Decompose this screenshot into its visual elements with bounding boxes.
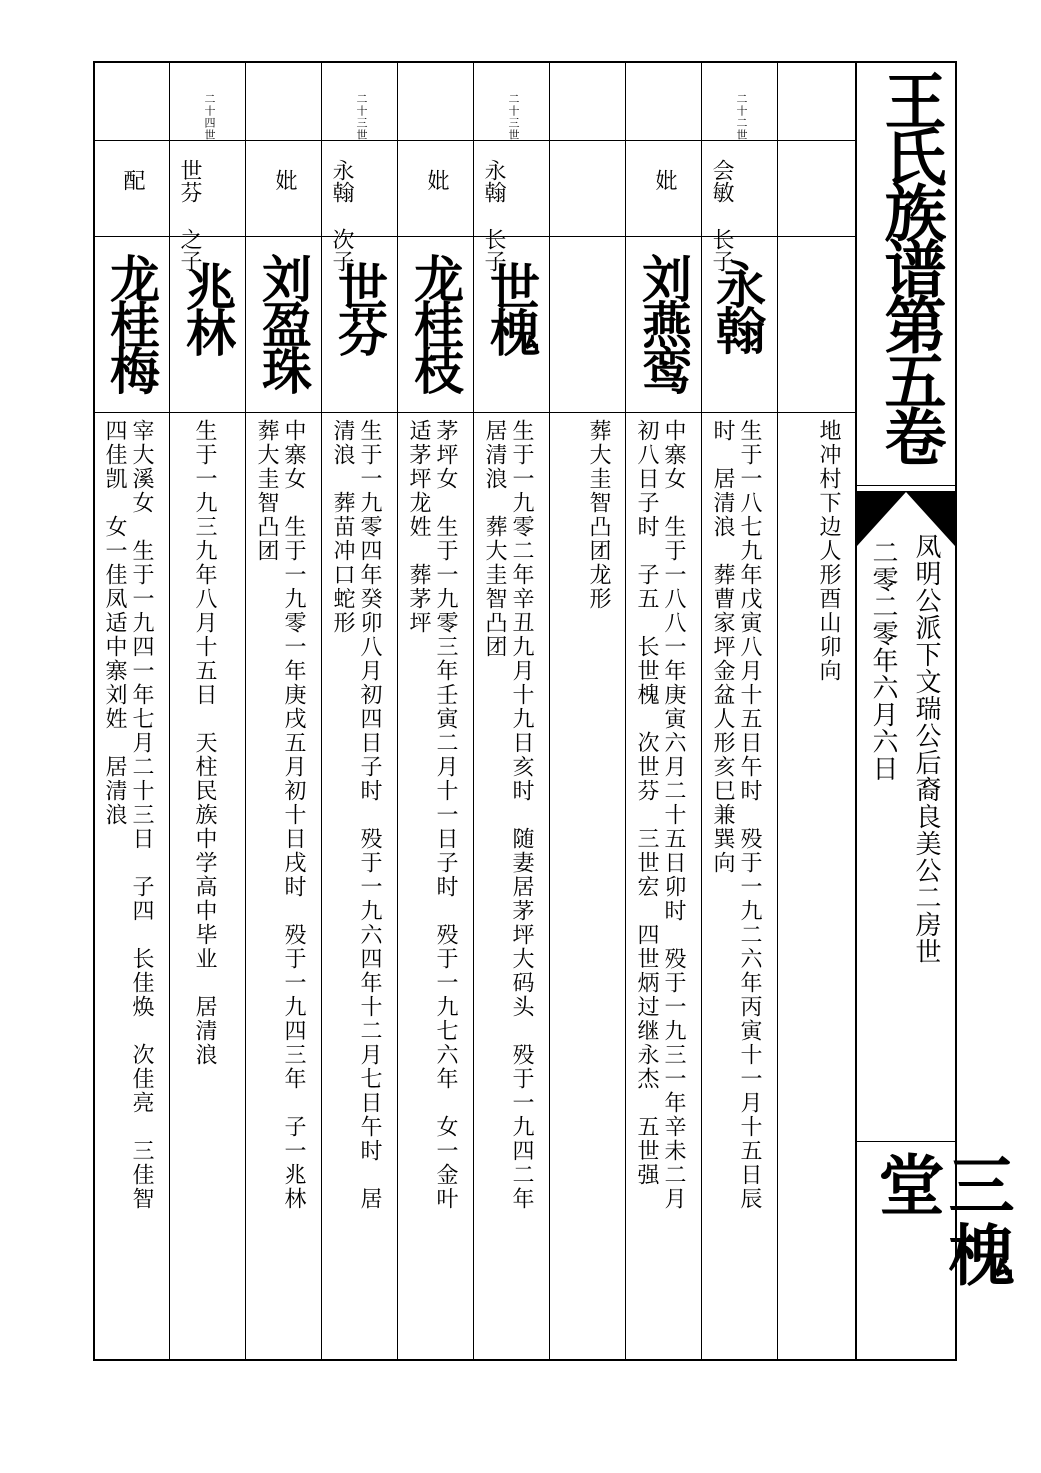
relation-label: 会敏 长子 (709, 159, 734, 272)
person-bio: 生于一八七九年戊寅八月十五日午时 殁于一九二六年丙寅十一月十五日辰 时 居清浪 葬曹家坪金盆人形亥巳兼巽向 (710, 419, 762, 1211)
person-bio: 葬大圭智凸团龙形 (586, 419, 611, 611)
relation-label: 永翰 次子 (329, 159, 354, 272)
relation-label: 妣 (272, 169, 297, 191)
column-divider (549, 63, 550, 1359)
person-bio: 中寨女 生于一八八一年庚寅六月二十五日卯时 殁于一九三一年辛未二月 初八日子时 子五 长世槐 次世芬 三世宏 四世炳过继永杰 五世强 (634, 419, 686, 1211)
relation-label: 配 (120, 169, 145, 191)
burial-note: 地冲村下边人形酉山卯向 (816, 419, 841, 683)
relation-label: 世芬 之子 (177, 159, 202, 272)
compile-date: 二零二零年六月六日 (868, 539, 898, 782)
relation-label: 妣 (424, 169, 449, 191)
person-bio: 茅坪女 生于一九零三年壬寅二月十一日子时 殁于一九七六年 女一金叶 适茅坪龙姓 葬茅坪 (406, 419, 458, 1211)
generation-label: 二十四世 (203, 93, 216, 141)
title-column-divider (855, 63, 857, 1359)
person-name: 世芬 (330, 261, 388, 353)
person-name: 龙桂枝 (406, 253, 464, 391)
hall-divider (855, 1141, 957, 1142)
person-name: 兆林 (178, 261, 236, 353)
column-divider (701, 63, 702, 1359)
person-name: 刘燕鸾 (634, 253, 692, 391)
relation-label: 妣 (652, 169, 677, 191)
person-bio: 生于一九零二年辛丑九月十九日亥时 随妻居茅坪大码头 殁于一九四二年 居清浪 葬大圭智凸团 (482, 419, 534, 1211)
page-title: 王氏族谱第五卷 (874, 69, 947, 461)
person-bio: 生于一九三九年八月十五日 天柱民族中学高中毕业 居清浪 (192, 419, 217, 1067)
person-name: 刘盈珠 (254, 253, 312, 391)
row-divider (95, 236, 855, 237)
column-divider (473, 63, 474, 1359)
column-divider (397, 63, 398, 1359)
column-divider (321, 63, 322, 1359)
genealogy-page-frame (93, 61, 1015, 1361)
person-name: 永翰 (708, 259, 766, 351)
relation-label: 永翰 长子 (481, 159, 506, 272)
row-divider (95, 412, 855, 413)
generation-label: 二十三世 (355, 93, 368, 141)
column-divider (625, 63, 626, 1359)
column-divider (169, 63, 170, 1359)
generation-label: 二十二世 (735, 93, 748, 141)
person-bio: 宰大溪女 生于一九四一年七月二十三日 子四 长佳焕 次佳亮 三佳智 四佳凯 女一佳凤适中寨刘姓 居清浪 (102, 419, 154, 1211)
person-name: 龙桂梅 (102, 253, 160, 391)
person-name: 世槐 (482, 261, 540, 353)
generation-label: 二十三世 (507, 93, 520, 141)
person-bio: 生于一九零四年癸卯八月初四日子时 殁于一九六四年十二月七日午时 居 清浪 葬苗冲口蛇形 (330, 419, 382, 1211)
lineage-subtitle: 凤明公派下文瑞公后裔良美公二房世 (911, 533, 941, 965)
hall-name: 三槐堂 (867, 1151, 1015, 1291)
person-bio: 中寨女 生于一九零一年庚戌五月初十日戌时 殁于一九四三年 子一兆林 葬大圭智凸团 (254, 419, 306, 1211)
column-divider (777, 63, 778, 1359)
column-divider (245, 63, 246, 1359)
